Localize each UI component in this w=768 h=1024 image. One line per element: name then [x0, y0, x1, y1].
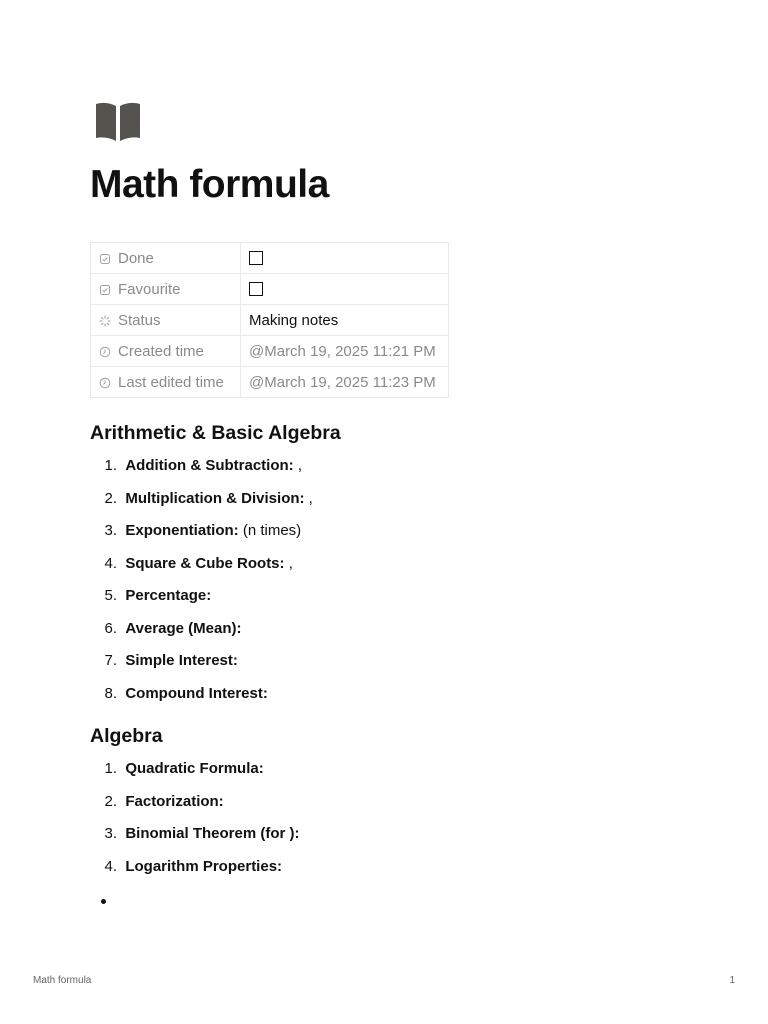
algebra-list — [90, 759, 300, 889]
property-value[interactable] — [241, 243, 449, 274]
list-item: 2. Factorization: — [104, 792, 224, 810]
list-item: 1. Addition & Subtraction: , — [104, 457, 302, 474]
property-row-created-time — [91, 336, 449, 367]
clock-icon — [99, 345, 111, 357]
property-row-status — [91, 305, 449, 336]
property-key: Status — [91, 305, 241, 336]
algebra-bullet-list — [90, 891, 117, 924]
list-item: 5. Percentage: — [104, 587, 212, 604]
status-loading-icon — [99, 314, 111, 326]
property-row-last-edited-time — [91, 367, 449, 398]
property-key: Favourite — [91, 274, 241, 305]
section-heading-algebra: Algebra — [90, 725, 163, 747]
page-number: 1 — [729, 975, 735, 986]
list-item: 3. Binomial Theorem (for ): — [104, 825, 300, 842]
section-heading-arithmetic: Arithmetic & Basic Algebra — [90, 422, 341, 444]
property-key: Done — [91, 243, 241, 274]
property-value[interactable]: Making notes — [241, 305, 449, 336]
checkbox-property-icon — [99, 252, 111, 264]
done-checkbox[interactable] — [249, 251, 263, 265]
open-book-icon — [94, 101, 142, 143]
list-item: 4. Square & Cube Roots: , — [104, 554, 293, 572]
list-item: 3. Exponentiation: (n times) — [104, 522, 302, 539]
list-item: 4. Logarithm Properties: — [104, 857, 283, 875]
checkbox-property-icon — [99, 283, 111, 295]
property-row-favourite — [91, 274, 449, 305]
favourite-checkbox[interactable] — [249, 282, 263, 296]
property-value[interactable] — [241, 274, 449, 305]
bullet-dot-icon — [90, 891, 117, 924]
property-value: @March 19, 2025 11:23 PM — [241, 367, 449, 398]
list-item: 7. Simple Interest: — [104, 652, 238, 669]
properties-table — [90, 242, 449, 398]
property-row-done — [91, 243, 449, 274]
clock-icon — [99, 376, 111, 388]
bullet-item — [90, 891, 117, 924]
list-item: 2. Multiplication & Division: , — [104, 489, 313, 507]
property-value: @March 19, 2025 11:21 PM — [241, 336, 449, 367]
property-key: Created time — [91, 336, 241, 367]
list-item: 6. Average (Mean): — [104, 619, 242, 637]
list-item: 1. Quadratic Formula: — [104, 760, 264, 777]
page-title: Math formula — [90, 163, 329, 206]
property-key: Last edited time — [91, 367, 241, 398]
arithmetic-list — [90, 456, 313, 716]
footer-title: Math formula — [33, 975, 92, 986]
list-item: 8. Compound Interest: — [104, 684, 268, 702]
